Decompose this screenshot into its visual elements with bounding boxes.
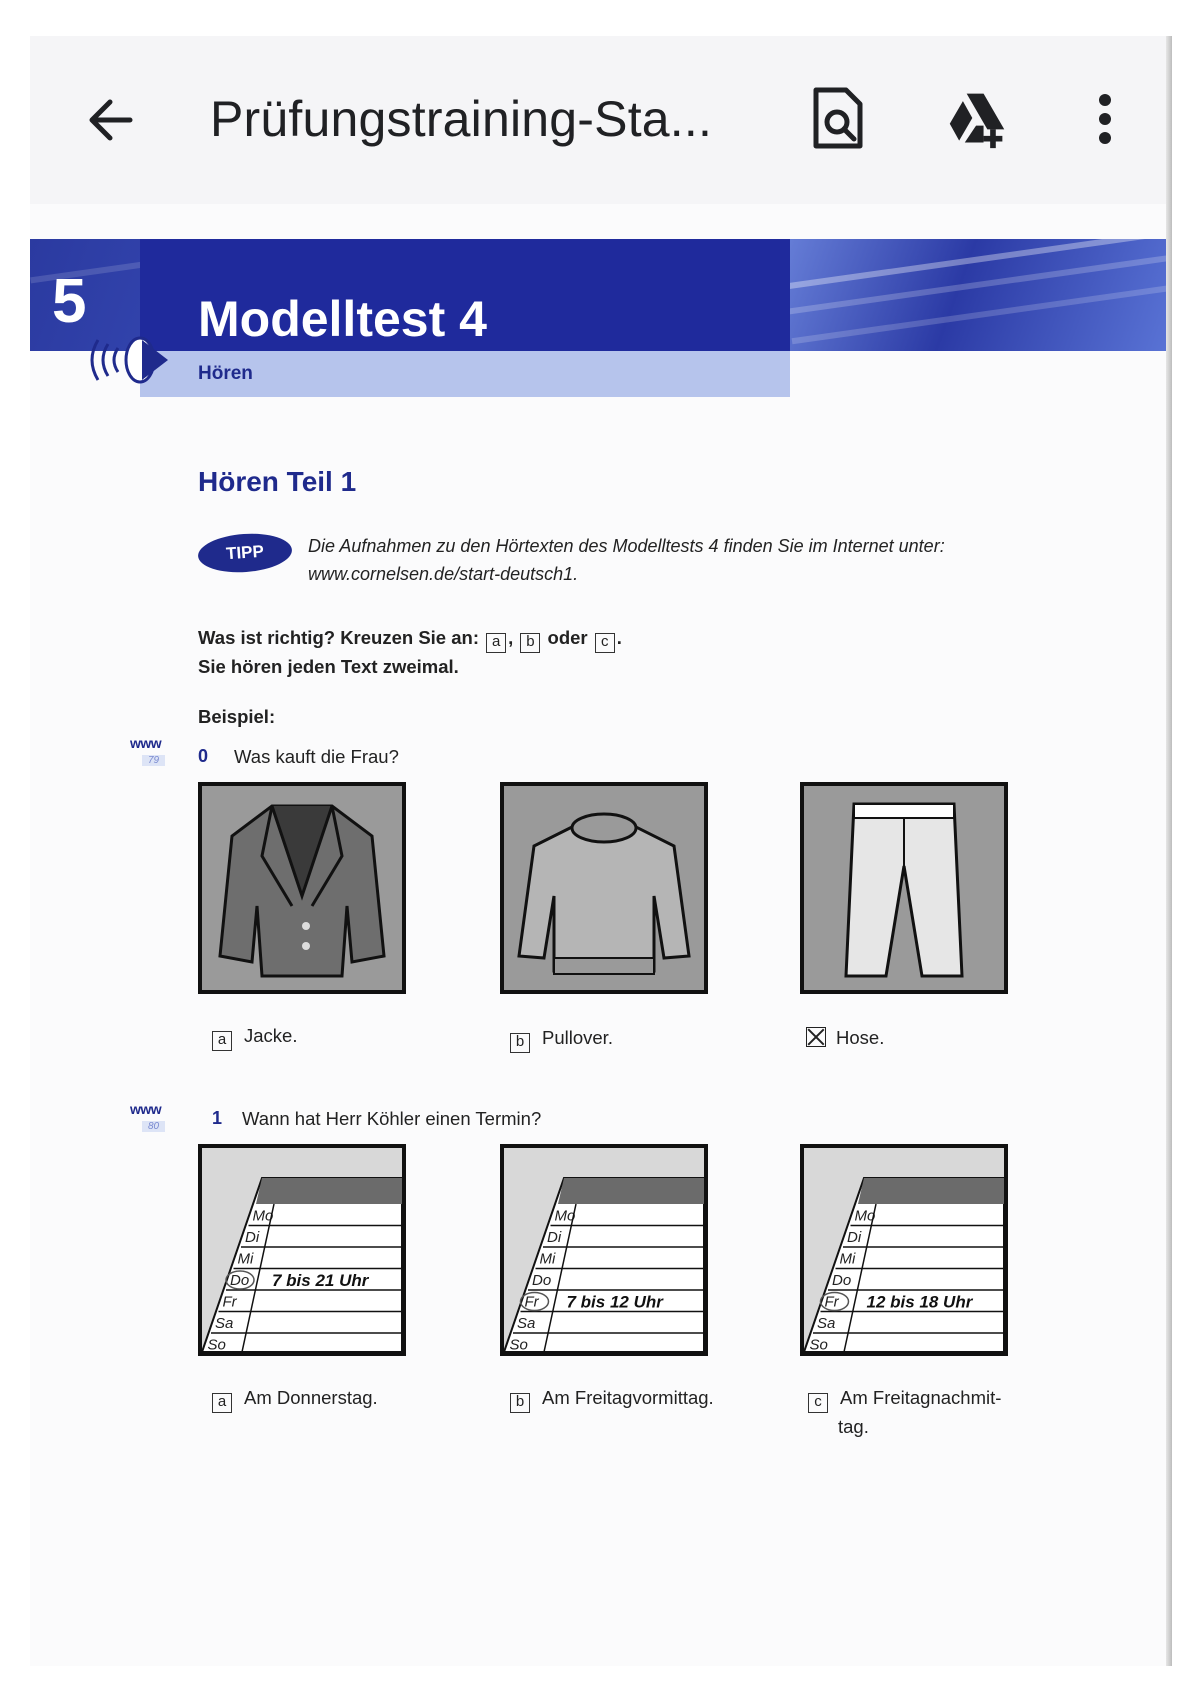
calendar-day-label: Mo — [252, 1207, 274, 1225]
tipp-link[interactable]: www.cornelsen.de/start-deutsch1. — [308, 564, 579, 584]
calendar-day-label: Mi — [839, 1250, 856, 1268]
instruction-line2: Sie hören jeden Text zweimal. — [198, 656, 459, 677]
tipp-badge: TIPP — [197, 531, 293, 575]
option-a[interactable] — [210, 1384, 378, 1413]
option-label: Jacke. — [244, 1025, 298, 1046]
add-to-drive-icon[interactable] — [946, 86, 1008, 152]
sweater-icon — [504, 786, 704, 990]
question-text: Wann hat Herr Köhler einen Termin? — [242, 1108, 542, 1129]
pdf-viewer — [30, 36, 1172, 1666]
calendar-header — [558, 1178, 704, 1204]
calendar-day-label: Di — [245, 1229, 260, 1246]
option-b[interactable] — [508, 1384, 714, 1413]
calendar-entry: 7 bis 21 Uhr — [272, 1271, 369, 1290]
option-label: Pullover. — [542, 1027, 613, 1048]
option-label: Hose. — [836, 1027, 885, 1048]
app-bar — [30, 36, 1172, 204]
trousers-picture — [800, 782, 1008, 994]
calendar-day-label: So — [509, 1336, 528, 1352]
calendar-day-label: So — [207, 1336, 226, 1352]
calendar-icon — [804, 1148, 1004, 1352]
trousers-icon — [804, 786, 1004, 990]
option-label: Am Donnerstag. — [244, 1387, 378, 1408]
jacket-picture — [198, 782, 406, 994]
option-c[interactable] — [806, 1024, 884, 1052]
option-box-b: b — [520, 633, 540, 653]
calendar-day-label: Fr — [222, 1293, 237, 1311]
option-box-a: a — [486, 633, 506, 653]
calendar-picture-b — [500, 1144, 708, 1356]
calendar-icon — [202, 1148, 402, 1352]
chapter-title: Modelltest 4 — [198, 291, 487, 347]
calendar-day-label: Mi — [237, 1250, 254, 1268]
calendar-header — [858, 1178, 1004, 1204]
option-label: Am Freitagvormittag. — [542, 1387, 714, 1408]
option-label-cont: tag. — [838, 1416, 869, 1437]
jacket-icon — [202, 786, 402, 990]
instruction-text: Was ist richtig? Kreuzen Sie an: — [198, 627, 479, 648]
checkbox-b[interactable]: b — [510, 1033, 530, 1053]
calendar-entry: 7 bis 12 Uhr — [566, 1292, 663, 1312]
calendar-picture-a — [198, 1144, 406, 1356]
instruction — [198, 624, 622, 681]
calendar-day-label: Do — [832, 1272, 852, 1289]
calendar-day-label: Fr — [824, 1293, 839, 1311]
more-vert-icon[interactable] — [1090, 86, 1120, 152]
calendar-entry: 12 bis 18 Uhr — [866, 1292, 973, 1312]
calendar-day-label: Sa — [215, 1315, 234, 1332]
checkbox-a[interactable]: a — [212, 1393, 232, 1413]
calendar-day-label: Do — [230, 1272, 250, 1289]
calendar-picture-c — [800, 1144, 1008, 1356]
calendar-day-label: Di — [847, 1229, 862, 1246]
calendar-day-label: Mo — [554, 1207, 576, 1225]
pdf-page[interactable] — [30, 204, 1172, 1666]
checked-box-c[interactable] — [806, 1027, 826, 1047]
chapter-number: 5 — [52, 267, 87, 336]
question-number: 0 — [198, 746, 209, 766]
section-title: Hören Teil 1 — [198, 466, 357, 497]
back-arrow-icon[interactable] — [82, 92, 138, 148]
calendar-day-label: Mo — [854, 1207, 876, 1225]
checkbox-a[interactable]: a — [212, 1031, 232, 1051]
instruction-or: oder — [547, 627, 588, 648]
www-label: www — [130, 1101, 162, 1117]
calendar-icon — [504, 1148, 704, 1352]
calendar-day-label: Do — [532, 1272, 552, 1289]
sweater-picture — [500, 782, 708, 994]
calendar-day-label: Mi — [539, 1250, 556, 1268]
page-edge-shadow — [1166, 36, 1172, 1666]
calendar-day-label: So — [809, 1336, 828, 1352]
checkbox-c[interactable]: c — [808, 1393, 828, 1413]
document-title: Prüfungstraining-Sta... — [210, 91, 713, 147]
audio-track-marker — [130, 736, 176, 770]
calendar-day-label: Di — [547, 1229, 562, 1246]
question-text: Was kauft die Frau? — [234, 746, 399, 767]
calendar-header — [256, 1178, 402, 1204]
search-in-document-icon[interactable] — [808, 86, 870, 152]
track-number: 79 — [142, 755, 165, 766]
instruction-separator: , — [508, 627, 514, 648]
option-b[interactable] — [508, 1024, 613, 1053]
example-label: Beispiel: — [198, 706, 276, 727]
checkbox-b[interactable]: b — [510, 1393, 530, 1413]
tipp-text — [308, 532, 945, 588]
www-label: www — [130, 735, 162, 751]
instruction-period: . — [616, 627, 622, 648]
option-c[interactable] — [806, 1384, 1001, 1441]
calendar-day-label: Fr — [524, 1293, 539, 1311]
question-number: 1 — [212, 1108, 223, 1128]
audio-speaker-icon — [82, 332, 178, 388]
audio-track-marker — [130, 1102, 176, 1136]
option-label: Am Freitagnachmit- — [840, 1387, 1002, 1408]
option-box-c: c — [595, 633, 615, 653]
option-a[interactable] — [210, 1022, 297, 1051]
track-number: 80 — [142, 1121, 165, 1132]
calendar-day-label: Sa — [517, 1315, 536, 1332]
calendar-day-label: Sa — [817, 1315, 836, 1332]
tipp-text-line1: Die Aufnahmen zu den Hörtexten des Modelltests 4 finden Sie im Internet unter: — [308, 536, 945, 556]
section-label: Hören — [198, 363, 253, 384]
